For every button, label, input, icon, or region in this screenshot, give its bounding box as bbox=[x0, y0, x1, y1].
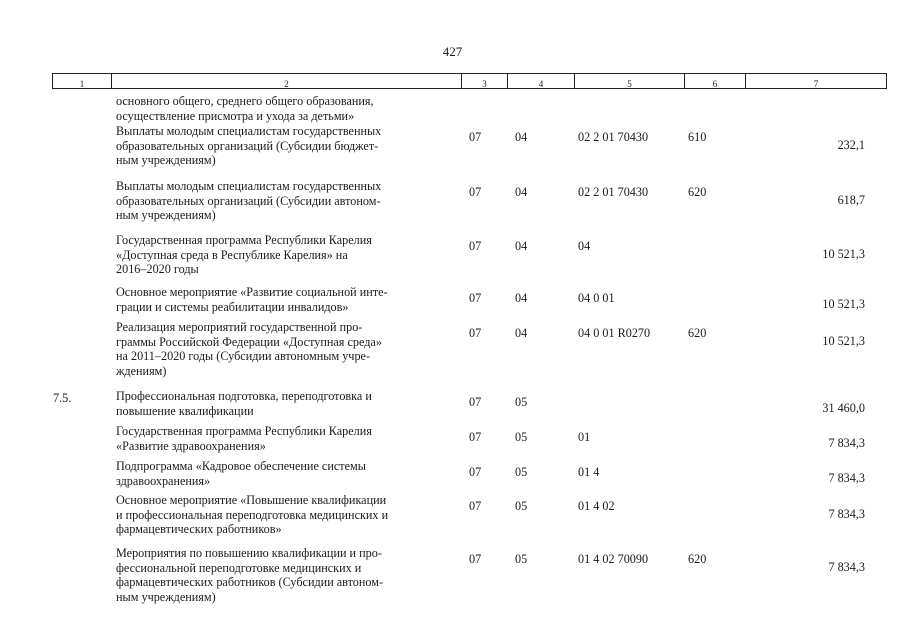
row-description bbox=[116, 424, 458, 453]
text-line: ным учреждениям) bbox=[116, 589, 216, 604]
text-line: грации и системы реабилитации инвалидов» bbox=[116, 299, 349, 314]
amount: 10 521,3 bbox=[822, 297, 865, 311]
header-col-7: 7 bbox=[745, 73, 887, 89]
expense-type-code: 610 bbox=[688, 130, 707, 144]
target-article-code: 01 4 bbox=[578, 465, 600, 479]
subsection-code: 04 bbox=[515, 239, 528, 253]
amount: 618,7 bbox=[837, 193, 865, 207]
target-article-code: 04 0 01 R0270 bbox=[578, 326, 651, 340]
row-description bbox=[116, 285, 458, 314]
subsection-code: 04 bbox=[515, 130, 528, 144]
text-line: фессиональной переподготовке медицинских и bbox=[116, 560, 362, 575]
target-article-code: 04 0 01 bbox=[578, 291, 615, 305]
section-code: 07 bbox=[469, 430, 482, 444]
amount: 31 460,0 bbox=[822, 401, 865, 415]
row-description bbox=[116, 179, 458, 223]
section-code: 07 bbox=[469, 499, 482, 513]
text-line: фармацевтических работников» bbox=[116, 522, 282, 537]
amount: 232,1 bbox=[837, 138, 865, 152]
text-line: повышение квалификации bbox=[116, 403, 254, 418]
row-description bbox=[116, 459, 458, 488]
section-code: 07 bbox=[469, 465, 482, 479]
text-line: ным учреждениям) bbox=[116, 208, 216, 223]
expense-type-code: 620 bbox=[688, 185, 707, 199]
target-article-code: 01 bbox=[578, 430, 591, 444]
text-line: граммы Российской Федерации «Доступная среда» bbox=[116, 334, 382, 349]
continuation-text bbox=[116, 94, 458, 123]
target-article-code: 01 4 02 bbox=[578, 499, 615, 513]
text-line: Мероприятия по повышению квалификации и про- bbox=[116, 546, 382, 560]
section-code: 07 bbox=[469, 239, 482, 253]
subsection-code: 04 bbox=[515, 185, 528, 199]
text-line: Профессиональная подготовка, переподготовка и bbox=[116, 389, 372, 403]
text-line: на 2011–2020 годы (Субсидии автономным учре- bbox=[116, 349, 371, 364]
target-article-code: 01 4 02 70090 bbox=[578, 552, 649, 566]
header-col-3: 3 bbox=[461, 73, 508, 89]
text-line: Выплаты молодым специалистам государственных bbox=[116, 124, 382, 138]
text-line: Основное мероприятие «Повышение квалификации bbox=[116, 493, 387, 507]
amount: 7 834,3 bbox=[828, 560, 865, 574]
target-article-code: 02 2 01 70430 bbox=[578, 130, 649, 144]
subsection-code: 05 bbox=[515, 395, 528, 409]
section-code: 07 bbox=[469, 130, 482, 144]
header-col-1: 1 bbox=[52, 73, 112, 89]
subsection-code: 05 bbox=[515, 552, 528, 566]
amount: 10 521,3 bbox=[822, 247, 865, 261]
text-line: Выплаты молодым специалистам государственных bbox=[116, 179, 382, 193]
text-line: фармацевтических работников (Субсидии автоном- bbox=[116, 575, 384, 590]
header-col-6: 6 bbox=[684, 73, 746, 89]
row-description bbox=[116, 546, 458, 604]
text-line: Реализация мероприятий государственной про- bbox=[116, 320, 363, 334]
amount: 7 834,3 bbox=[828, 471, 865, 485]
page-number: 427 bbox=[442, 44, 463, 59]
section-code: 07 bbox=[469, 552, 482, 566]
header-col-2: 2 bbox=[111, 73, 462, 89]
row-description bbox=[116, 124, 458, 168]
text-line: образовательных организаций (Субсидии бюджет- bbox=[116, 138, 379, 153]
target-article-code: 04 bbox=[578, 239, 591, 253]
row-description bbox=[116, 320, 458, 378]
text-line: и профессиональная переподготовка медицинских и bbox=[116, 507, 389, 522]
subsection-code: 05 bbox=[515, 430, 528, 444]
text-line: Подпрограмма «Кадровое обеспечение системы bbox=[116, 459, 366, 473]
text-line: здравоохранения» bbox=[116, 473, 211, 488]
row-description bbox=[116, 233, 458, 277]
section-code: 07 bbox=[469, 395, 482, 409]
section-code: 07 bbox=[469, 291, 482, 305]
text-line: ждениям) bbox=[116, 363, 167, 378]
text-line: «Доступная среда в Республике Карелия» на bbox=[116, 247, 348, 262]
text-line: Государственная программа Республики Карелия bbox=[116, 233, 372, 247]
row-number: 7.5. bbox=[53, 391, 72, 405]
target-article-code: 02 2 01 70430 bbox=[578, 185, 649, 199]
header-col-5: 5 bbox=[574, 73, 685, 89]
expense-type-code: 620 bbox=[688, 552, 707, 566]
subsection-code: 04 bbox=[515, 326, 528, 340]
text-line: 2016–2020 годы bbox=[116, 262, 199, 277]
amount: 10 521,3 bbox=[822, 334, 865, 348]
subsection-code: 05 bbox=[515, 499, 528, 513]
section-code: 07 bbox=[469, 185, 482, 199]
text-line: ным учреждениям) bbox=[116, 153, 216, 168]
row-description bbox=[116, 493, 458, 537]
subsection-code: 04 bbox=[515, 291, 528, 305]
amount: 7 834,3 bbox=[828, 436, 865, 450]
text-line: образовательных организаций (Субсидии автоном- bbox=[116, 193, 381, 208]
text-line: Государственная программа Республики Карелия bbox=[116, 424, 372, 438]
text-line: основного общего, среднего общего образования, bbox=[116, 94, 374, 108]
text-line: осуществление присмотра и ухода за детьми» bbox=[116, 108, 355, 123]
expense-type-code: 620 bbox=[688, 326, 707, 340]
amount: 7 834,3 bbox=[828, 507, 865, 521]
text-line: «Развитие здравоохранения» bbox=[116, 438, 266, 453]
row-description bbox=[116, 389, 458, 418]
text-line: Основное мероприятие «Развитие социальной инте- bbox=[116, 285, 388, 299]
section-code: 07 bbox=[469, 326, 482, 340]
subsection-code: 05 bbox=[515, 465, 528, 479]
header-col-4: 4 bbox=[507, 73, 575, 89]
